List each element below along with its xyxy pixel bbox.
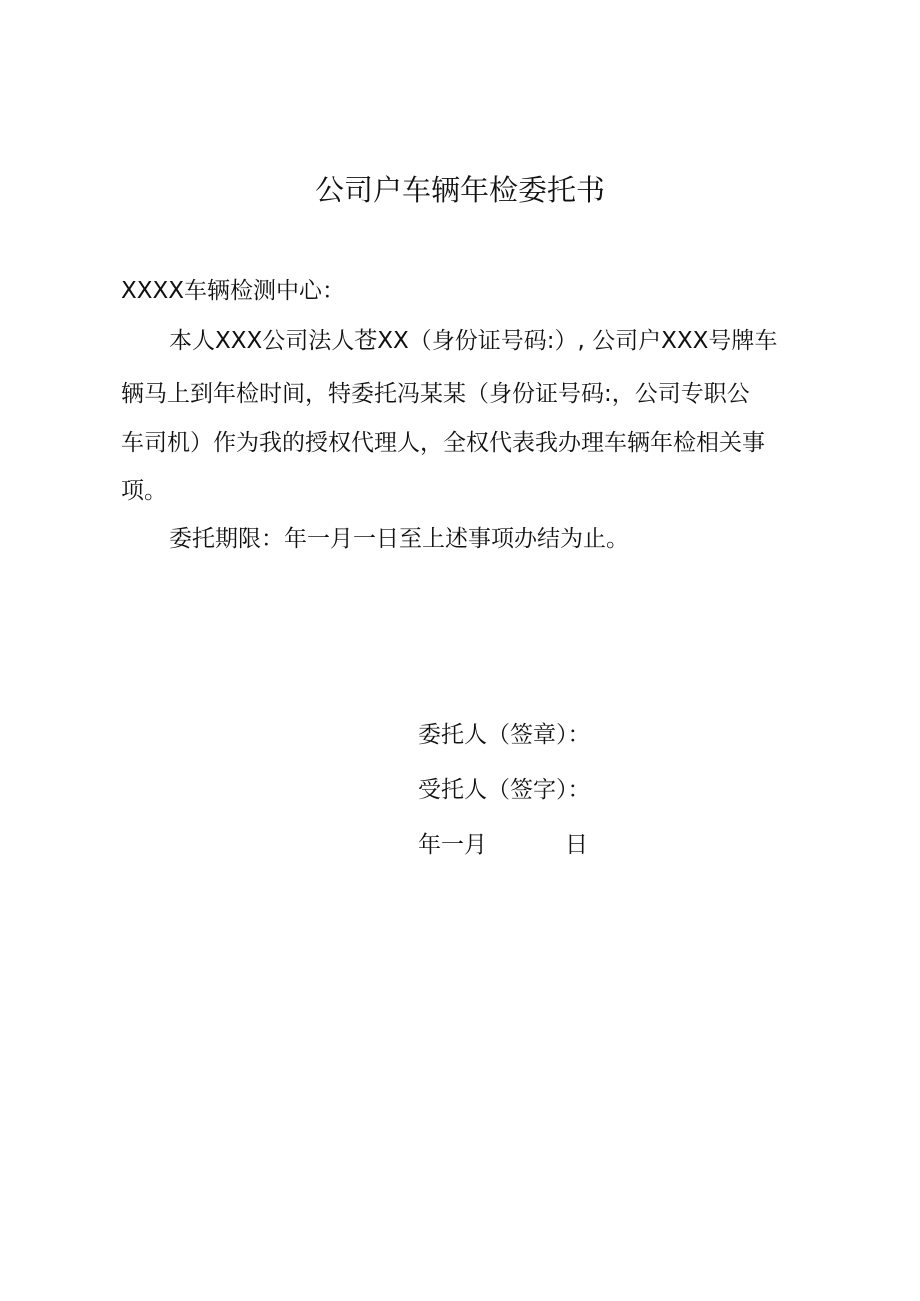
date-day: 日 [565,832,588,858]
body-line-2: 辆马上到年检时间，特委托冯某某（身份证号码:，公司专职公 [121,381,750,407]
document-title: 公司户车辆年检委托书 [314,173,605,207]
body-line-3: 车司机）作为我的授权代理人，全权代表我办理车辆年检相关事 [121,430,765,456]
body-line-4: 项。 [121,478,167,504]
term-line: 委托期限：年一月一日至上述事项办结为止。 [169,526,629,552]
date-year-month: 年一月 [418,832,487,858]
principal-signature-line: 委托人（签章）： [418,722,591,748]
salutation: XXXX车辆检测中心： [121,278,346,304]
agent-signature-line: 受托人（签字）： [418,777,591,803]
body-line-1: 本人XXX公司法人苍XX（身份证号码:）, 公司户XXX号牌车 [169,328,778,354]
